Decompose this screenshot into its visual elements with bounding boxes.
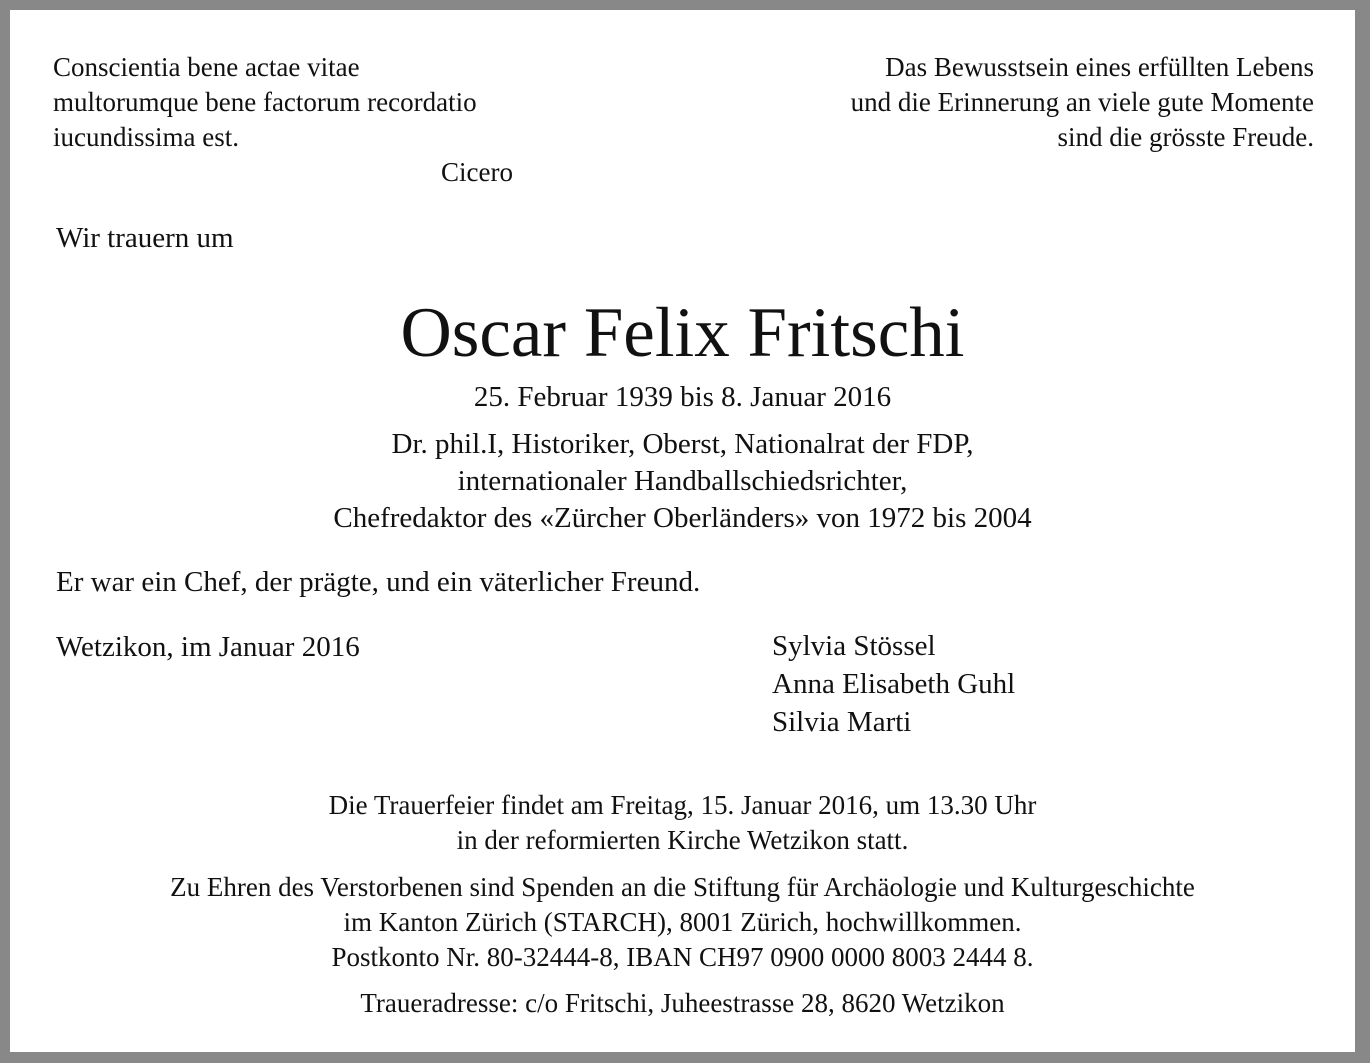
intro-text: Wir trauern um bbox=[56, 222, 234, 254]
title-line: internationaler Handballschiedsrichter, bbox=[457, 465, 908, 497]
donation-line: Postkonto Nr. 80-32444-8, IBAN CH97 0900 0000 8003 2444 8. bbox=[331, 942, 1034, 972]
service-line: Die Trauerfeier findet am Freitag, 15. Januar 2016, um 13.30 Uhr bbox=[328, 790, 1037, 820]
mourners-list bbox=[772, 627, 1015, 741]
latin-quote-line: Conscientia bene actae vitae bbox=[53, 52, 360, 82]
mourner-name: Sylvia Stössel bbox=[772, 630, 936, 662]
life-dates: 25. Februar 1939 bis 8. Januar 2016 bbox=[473, 381, 892, 413]
title-line: Dr. phil.I, Historiker, Oberst, Nationalrat der FDP, bbox=[391, 428, 974, 460]
donation-info bbox=[10, 870, 1355, 975]
funeral-service-info bbox=[10, 788, 1355, 858]
german-quote-line: und die Erinnerung an viele gute Momente bbox=[850, 87, 1314, 117]
donation-line: im Kanton Zürich (STARCH), 8001 Zürich, hochwillkommen. bbox=[343, 907, 1022, 937]
latin-quote-line: iucundissima est. bbox=[53, 122, 239, 152]
deceased-titles bbox=[10, 426, 1355, 537]
title-line: Chefredaktor des «Zürcher Oberländers» von 1972 bis 2004 bbox=[333, 502, 1032, 534]
mourner-name: Anna Elisabeth Guhl bbox=[772, 668, 1016, 700]
place-and-date: Wetzikon, im Januar 2016 bbox=[56, 631, 360, 663]
latin-quote-line: multorumque bene factorum recordatio bbox=[53, 87, 477, 117]
tribute-text: Er war ein Chef, der prägte, und ein väterlicher Freund. bbox=[56, 566, 701, 598]
obituary-notice bbox=[10, 10, 1355, 1052]
quote-author: Cicero bbox=[441, 157, 513, 187]
deceased-name: Oscar Felix Fritschi bbox=[400, 294, 965, 372]
latin-quote bbox=[53, 50, 513, 190]
german-quote-line: Das Bewusstsein eines erfüllten Lebens bbox=[885, 52, 1314, 82]
service-line: in der reformierten Kirche Wetzikon statt. bbox=[456, 825, 909, 855]
donation-line: Zu Ehren des Verstorbenen sind Spenden an die Stiftung für Archäologie und Kulturgeschichte bbox=[170, 872, 1195, 902]
german-quote-line: sind die grösste Freude. bbox=[1057, 122, 1314, 152]
mourner-name: Silvia Marti bbox=[772, 706, 912, 738]
german-quote bbox=[754, 50, 1314, 155]
mourning-address: Traueradresse: c/o Fritschi, Juheestrasse 28, 8620 Wetzikon bbox=[360, 988, 1005, 1018]
